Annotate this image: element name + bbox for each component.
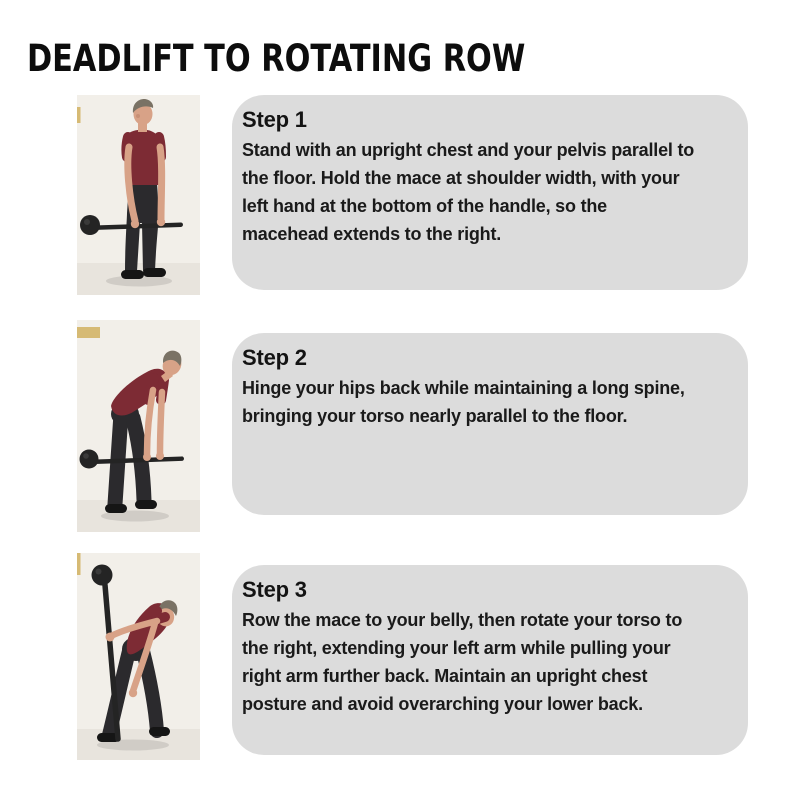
step-2-description: Hinge your hips back while maintaining a long spine, bringing your torso nearly parallel to the floor. bbox=[242, 378, 685, 426]
step-3-card bbox=[232, 565, 748, 755]
step-1-photo bbox=[77, 95, 200, 295]
standing-deadlift-illustration bbox=[77, 95, 200, 295]
rotating-row-illustration bbox=[77, 553, 200, 760]
step-3-photo bbox=[77, 553, 200, 760]
step-1-description: Stand with an upright chest and your pelvis parallel to the floor. Hold the mace at shoulder width, with your left hand at the bottom of the handle, so the macehead extends to the right. bbox=[242, 140, 695, 244]
step-2-card bbox=[232, 333, 748, 515]
hip-hinge-illustration bbox=[77, 320, 200, 532]
page-title: DEADLIFT TO ROTATING ROW bbox=[27, 37, 526, 80]
step-1-card bbox=[232, 95, 748, 290]
step-3-description: Row the mace to your belly, then rotate your torso to the right, extending your left arm while pulling your right arm further back. Maintain an upright chest posture and avoid overarching your lower back. bbox=[242, 610, 683, 714]
step-1-heading: Step 1 bbox=[242, 107, 307, 132]
step-2-photo bbox=[77, 320, 200, 532]
step-3-heading: Step 3 bbox=[242, 577, 307, 602]
step-2-heading: Step 2 bbox=[242, 345, 307, 370]
